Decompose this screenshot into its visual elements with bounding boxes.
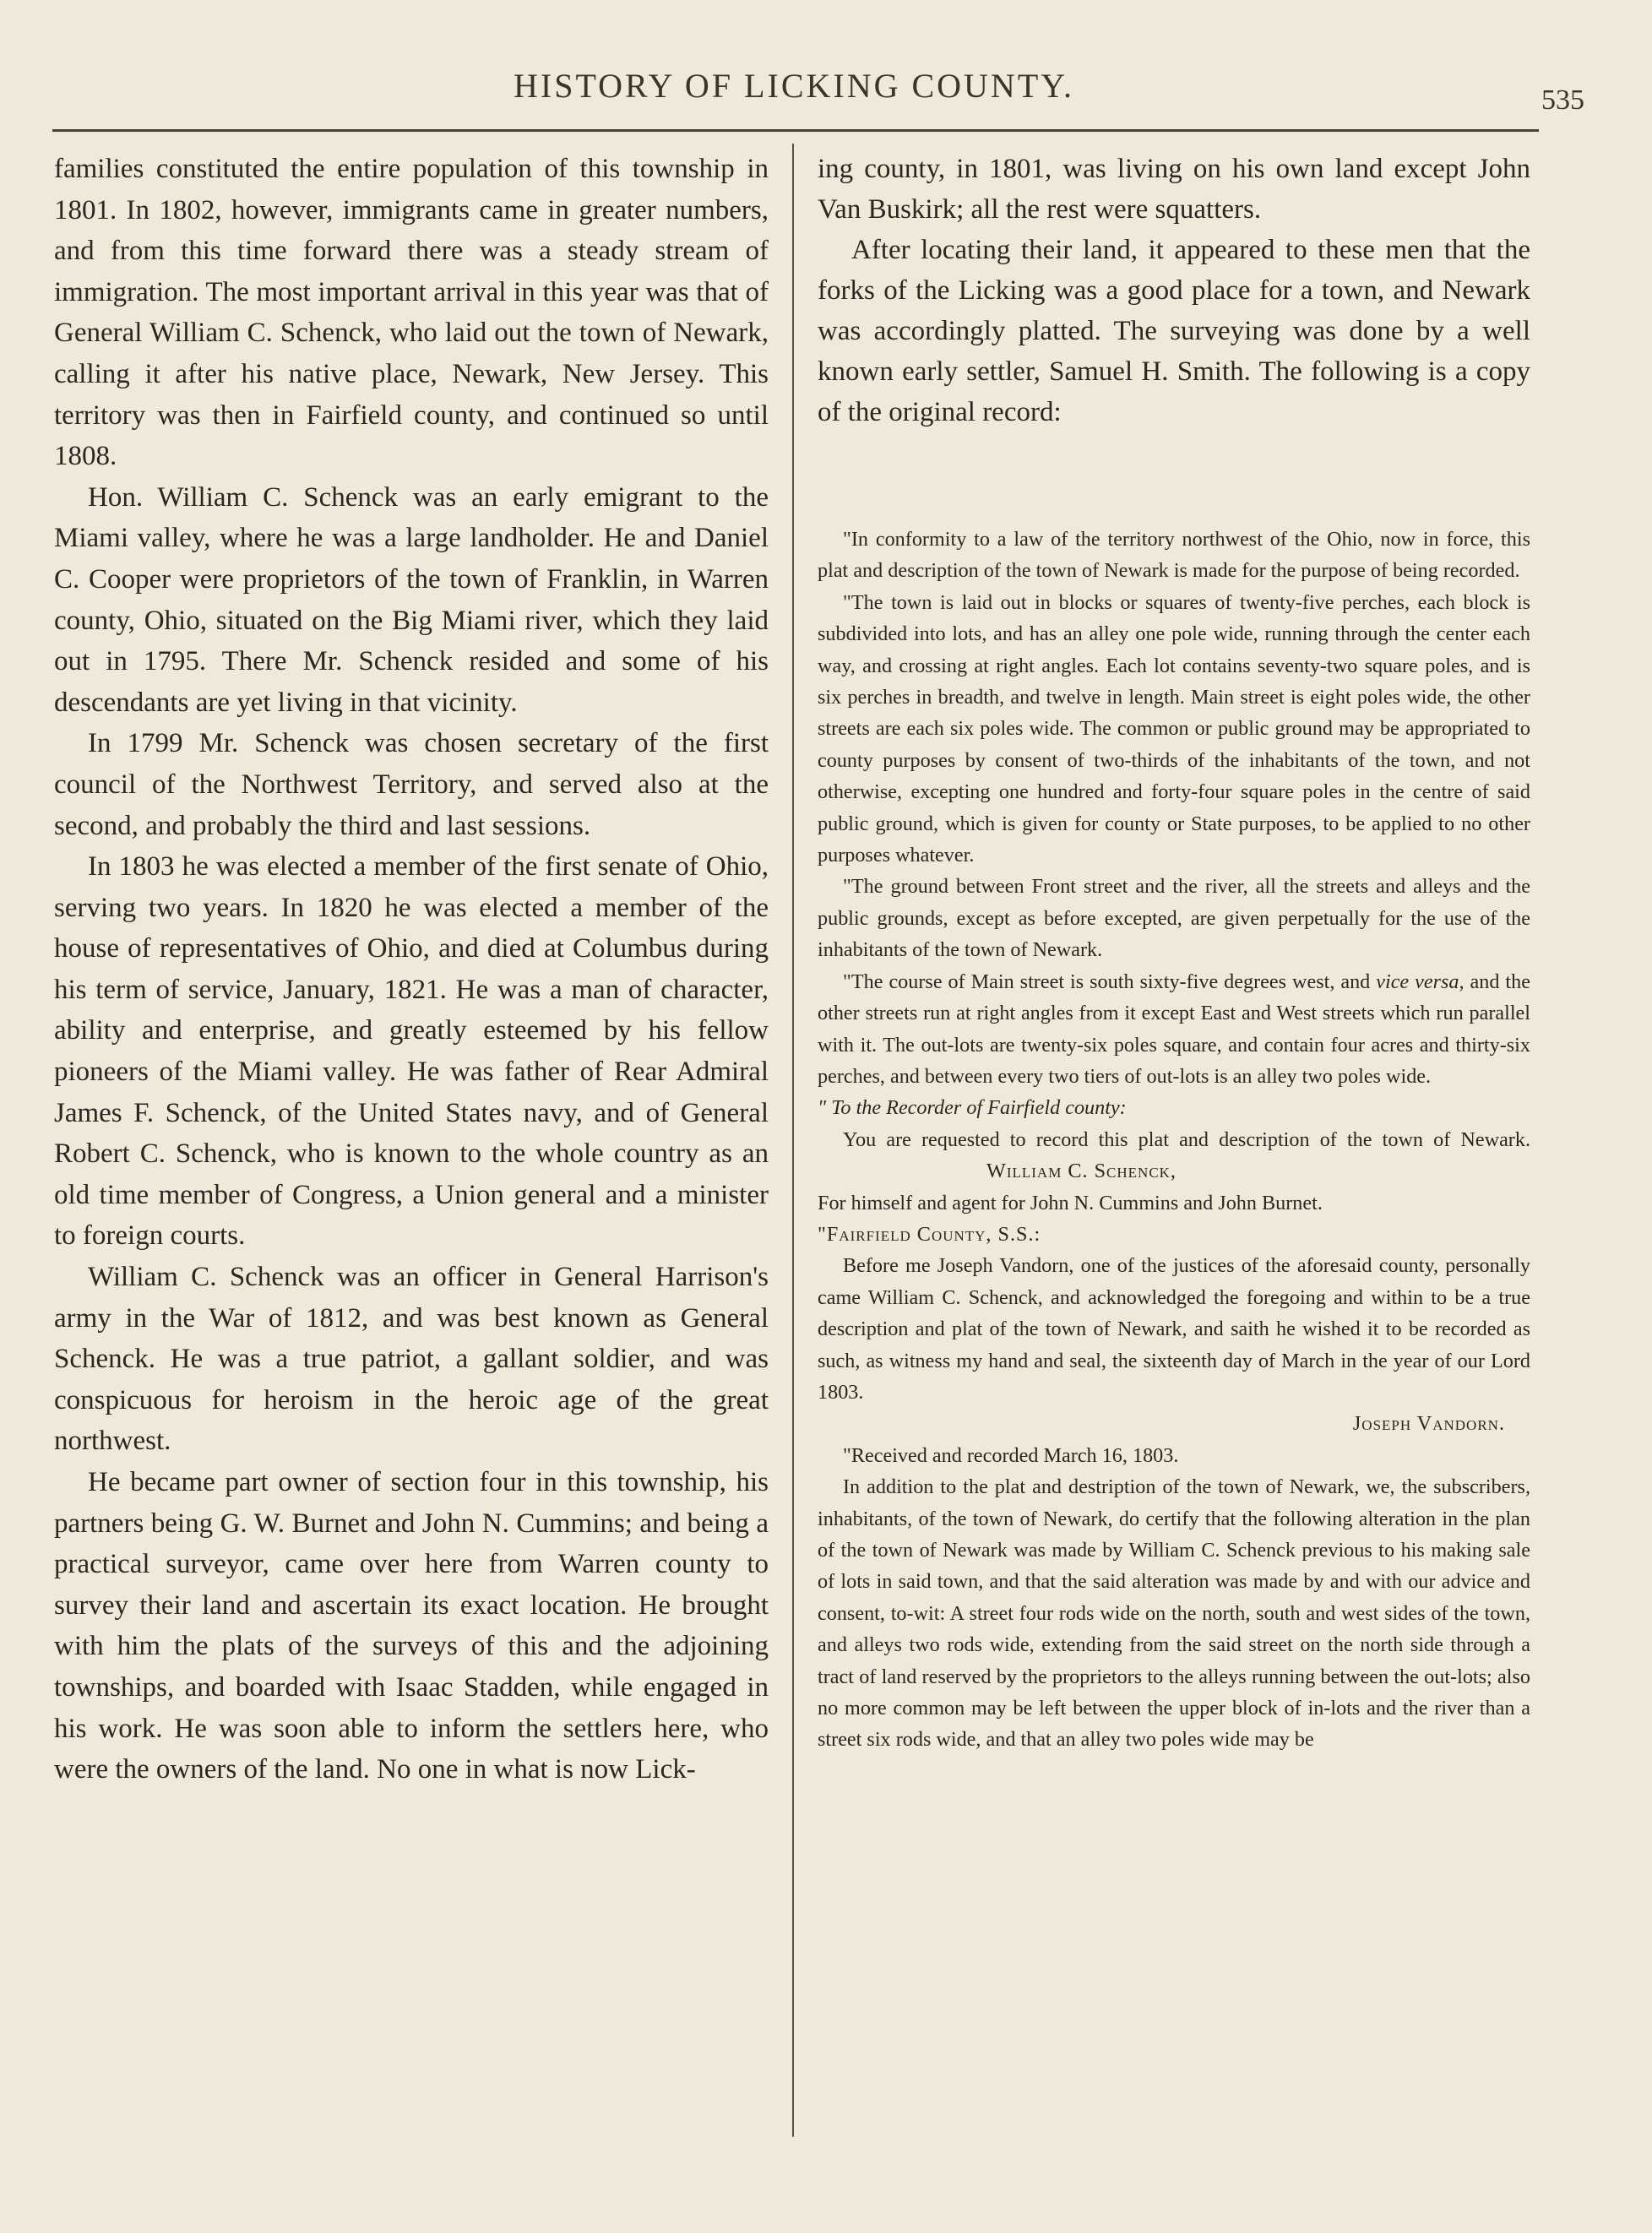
left-column xyxy=(54,149,769,1790)
paragraph: Hon. William C. Schenck was an early emigrant to the Miami valley, where he was a large landholder. He and Daniel C. Cooper were proprietors of the town of Franklin, in Warren county, Ohio, situated on the Big Miami river, which they laid out in 1795. There Mr. Schenck resided and some of his descendants are yet living in that vicinity. xyxy=(54,481,769,718)
running-header: HISTORY OF LICKING COUNTY. xyxy=(514,67,1074,105)
quote-heading: "Fairfield County, S.S.: xyxy=(818,1222,1041,1246)
quote-text: and the other streets run at right angles from it except East and West streets which run parallel with it. The out-lots are twenty-six poles square, and contain four acres and thirty-six perches, and between every two tiers of out-lots is an alley two poles wide. xyxy=(818,970,1530,1088)
paragraph: In 1799 Mr. Schenck was chosen secretary of the first council of the Northwest Territory, and served also at the second, and probably the third and last sessions. xyxy=(54,728,769,841)
quote-italic: vice versa, xyxy=(1376,970,1465,993)
page-number: 535 xyxy=(1541,84,1584,116)
quote-text: You are requested to record this plat and description of the town of Newark. xyxy=(843,1127,1530,1151)
quote-paragraph: "Received and recorded March 16, 1803. xyxy=(843,1443,1179,1467)
column-divider xyxy=(792,144,794,2137)
paragraph: families constituted the entire population of this township in 1801. In 1802, however, immigrants came in greater numbers, and from this time forward there was a steady stream of immigration. The most important arrival in this year was that of General William C. Schenck, who laid out the town of Newark, calling it after his native place, Newark, New Jersey. This territory was then in Fairfield county, and continued so until 1808. xyxy=(54,154,769,472)
quote-paragraph: "The ground between Front street and the river, all the streets and alleys and the public grounds, except as before excepted, are given perpetually for the use of the inhabitants of the town of Newark. xyxy=(818,875,1530,962)
quote-paragraph: In addition to the plat and destription of the town of Newark, we, the subscribers, inhabitants, of the town of Newark, do certify that the following alteration in the plan of the town of Newark was made by William C. Schenck previous to his making sale of lots in said town, and that the said alteration was made by and with our advice and consent, to-wit: A street four rods wide on the north, south and west sides of the town, and alleys two rods wide, extending from the said street on the north side through a tract of land reserved by the proprietors to the alleys running between the out-lots; also no more common may be left between the upper block of in-lots and the river than a street six rods wide, and that an alley two poles wide may be xyxy=(818,1475,1530,1752)
paragraph: William C. Schenck was an officer in General Harrison's army in the War of 1812, and was best known as General Schenck. He was a true patriot, a gallant soldier, and was conspicuous for heroism in the heroic age of the great northwest. xyxy=(54,1262,769,1457)
paragraph: ing county, in 1801, was living on his own land except John Van Buskirk; all the rest were squatters. xyxy=(818,154,1530,225)
original-record-quote xyxy=(818,524,1530,1756)
quote-paragraph: For himself and agent for John N. Cummins and John Burnet. xyxy=(818,1191,1323,1214)
signature-schenck: William C. Schenck, xyxy=(986,1160,1177,1183)
paragraph: After locating their land, it appeared to these men that the forks of the Licking was a good place for a town, and Newark was accordingly platted. The surveying was done by a well known early settler, Samuel H. Smith. The following is a copy of the original record: xyxy=(818,235,1530,427)
quote-text: "The course of Main street is south sixty-five degrees west, and xyxy=(843,970,1371,993)
right-column-intro xyxy=(818,149,1530,432)
paragraph: He became part owner of section four in this township, his partners being G. W. Burnet and John N. Cummins; and being a practical surveyor, came over here from Warren county to survey their land and ascertain its exact location. He brought with him the plats of the surveys of this and the adjoining townships, and boarded with Isaac Stadden, while engaged in his work. He was soon able to inform the settlers here, who were the owners of the land. No one in what is now Lick- xyxy=(54,1467,769,1785)
quote-paragraph xyxy=(818,966,1530,1093)
quote-paragraph: Before me Joseph Vandorn, one of the justices of the aforesaid county, personally came William C. Schenck, and acknowledged the foregoing and within to be a true description and plat of the town of Newark, and saith he wished it to be recorded as such, as witness my hand and seal, the sixteenth day of March in the year of our Lord 1803. xyxy=(818,1254,1530,1404)
quote-paragraph: "In conformity to a law of the territory northwest of the Ohio, now in force, this plat and description of the town of Newark is made for the purpose of being recorded. xyxy=(818,528,1530,583)
header-rule xyxy=(52,129,1539,132)
quote-address: " To the Recorder of Fairfield county: xyxy=(818,1096,1127,1120)
quote-paragraph xyxy=(818,1124,1530,1187)
signature-vandorn: Joseph Vandorn. xyxy=(1352,1412,1505,1436)
quote-paragraph: "The town is laid out in blocks or squares of twenty-five perches, each block is subdivided into lots, and has an alley one pole wide, running through the center each way, and crossing at right angles. Each lot contains seventy-two square poles, and is six perches in breadth, and twelve in length. Main street is eight poles wide, the other streets are each six poles wide. The common or public ground may be appropriated to county purposes by consent of two-thirds of the inhabitants of the town, and not otherwise, excepting one hundred and forty-four square poles in the centre of said public ground, which is given for county or State purposes, to be applied to no other purposes whatever. xyxy=(818,590,1530,867)
paragraph: In 1803 he was elected a member of the first senate of Ohio, serving two years. In 1820 he was elected a member of the house of representatives of Ohio, and died at Columbus during his term of service, January, 1821. He was a man of character, ability and enterprise, and greatly esteemed by his fellow pioneers of the Miami valley. He was father of Rear Admiral James F. Schenck, of the United States navy, and of General Robert C. Schenck, who is known to the whole country as an old time member of Congress, a Union general and a minister to foreign courts. xyxy=(54,851,769,1252)
